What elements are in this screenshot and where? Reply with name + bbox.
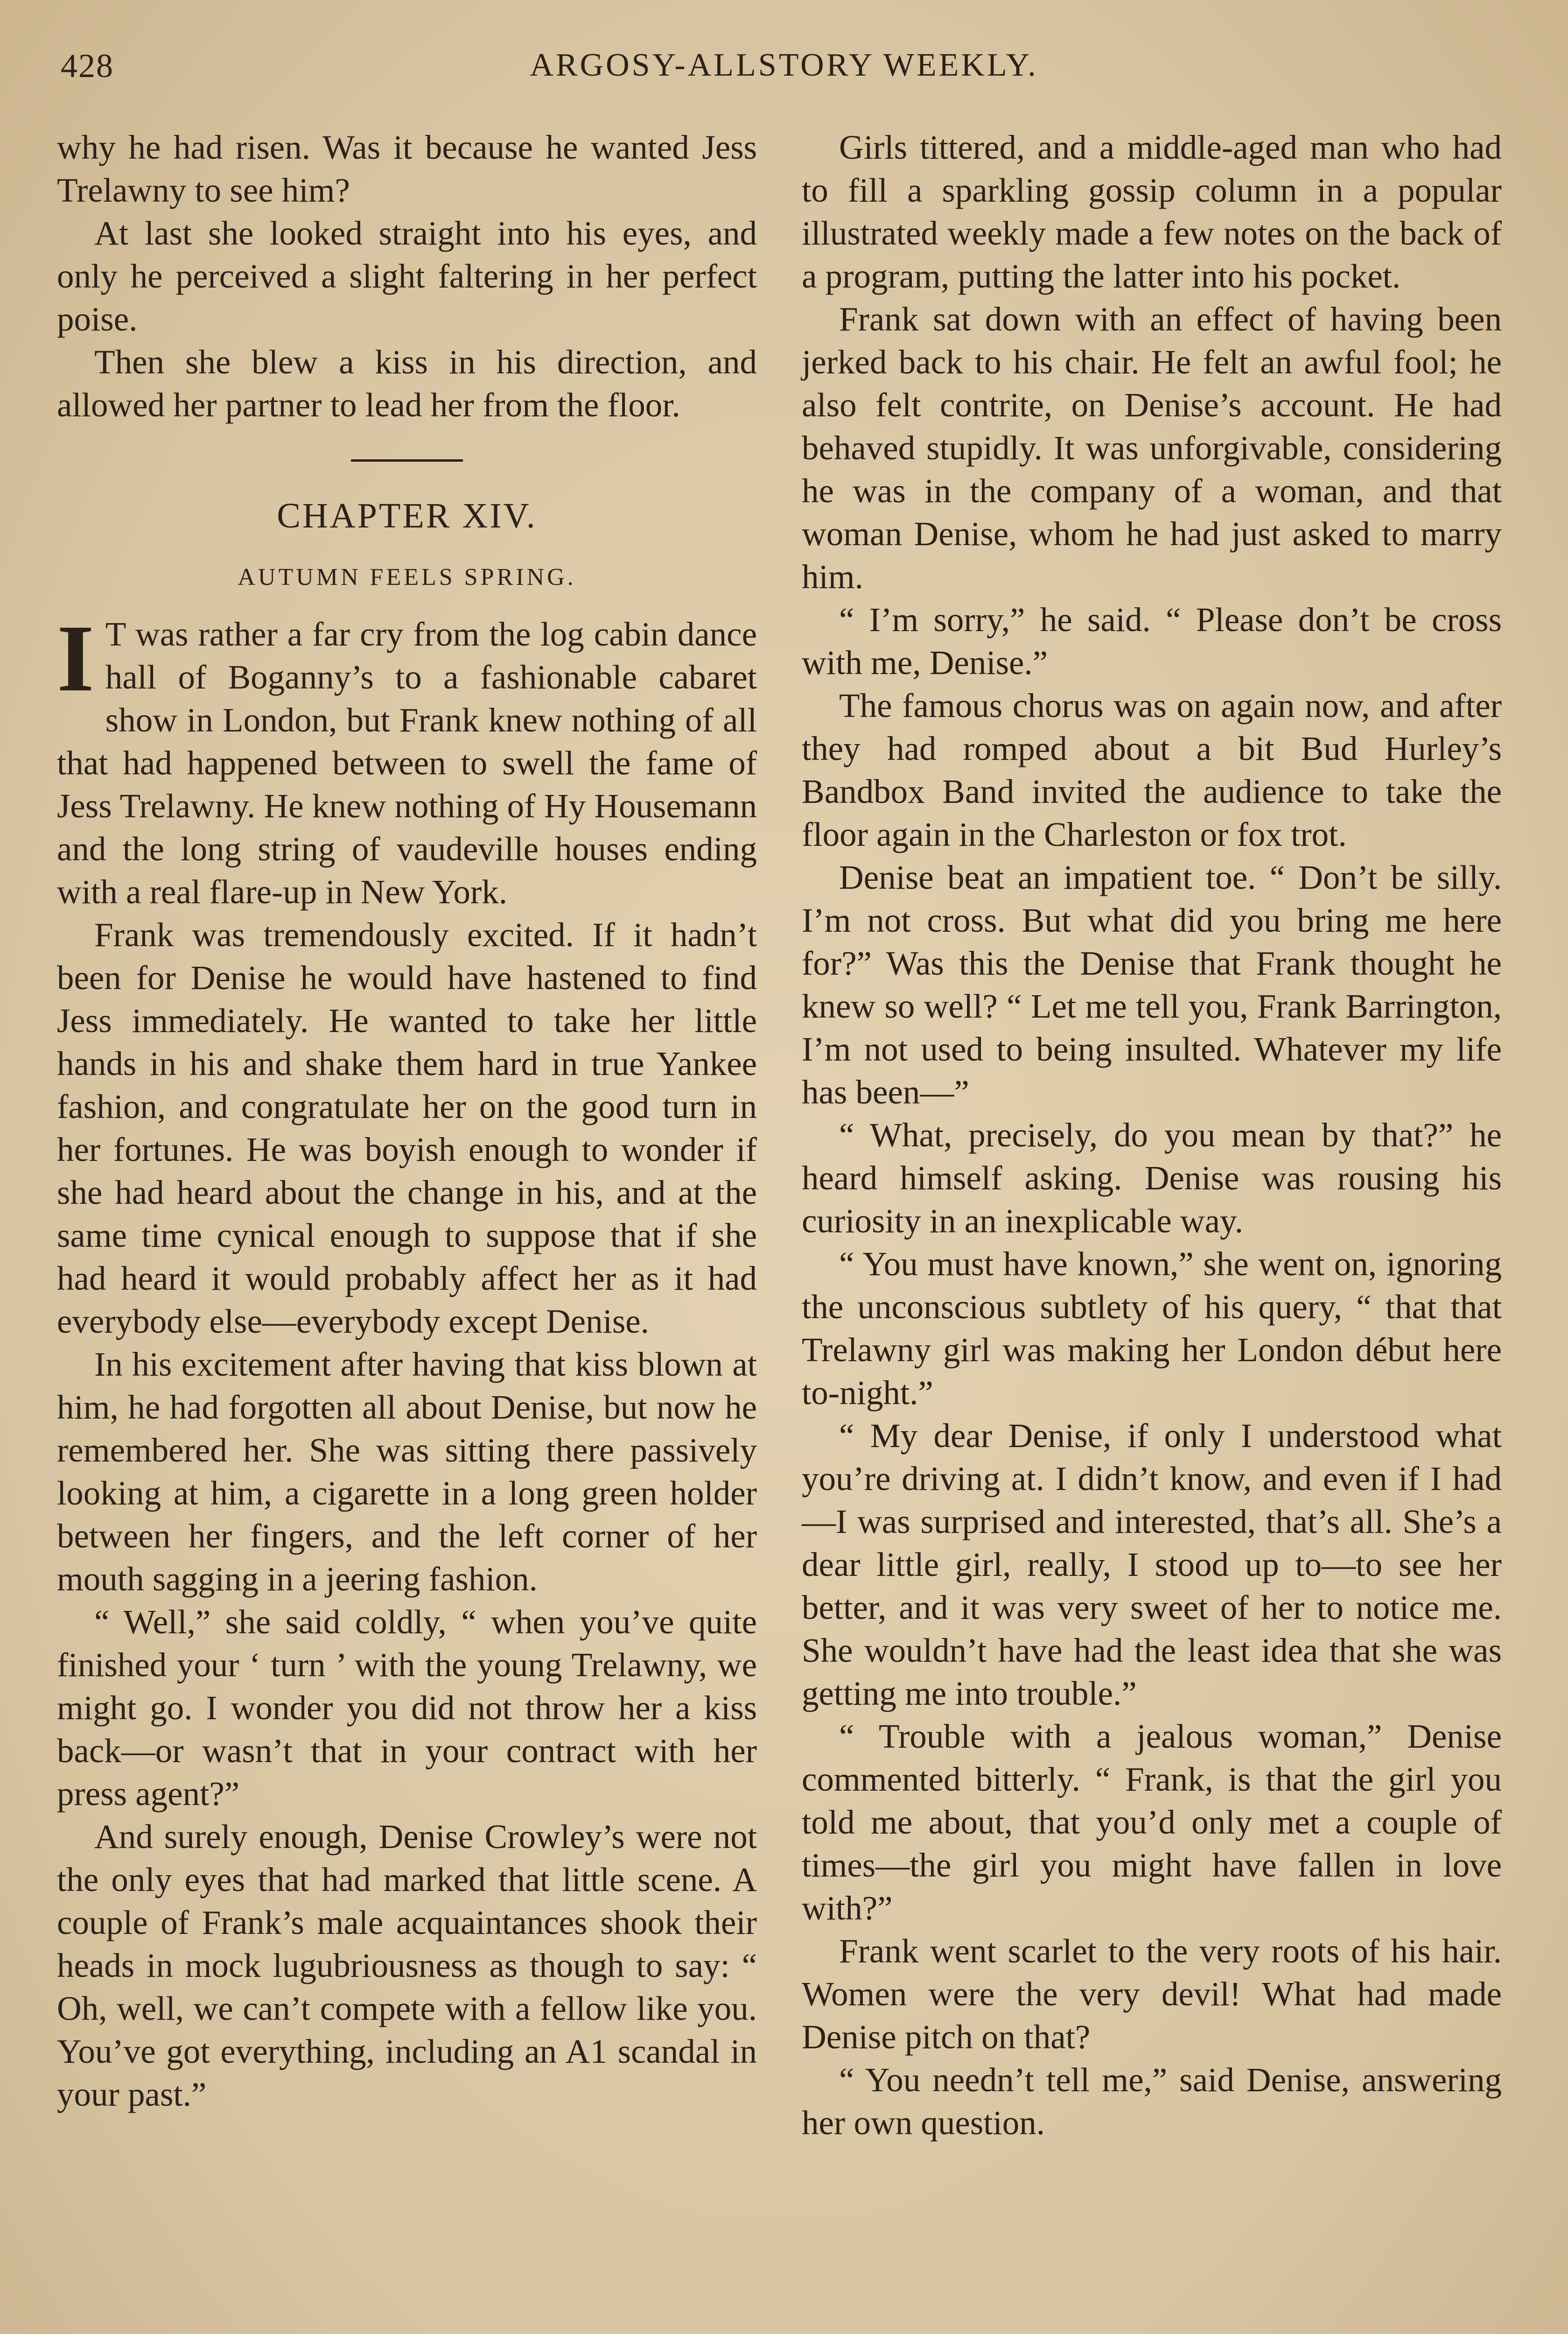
paragraph: Then she blew a kiss in his direction, and allowed her partner to lead her from the floor. <box>57 343 757 424</box>
paragraph: And surely enough, Denise Crowley’s were not the only eyes that had marked that little scene. A couple of Frank’s male acquaintances shook their heads in mock lugubriousness as though to say: “ Oh, well, we can’t compete with a fellow like you. You’ve got everything, including an A1 scandal in your past.” <box>57 1818 757 2113</box>
opening-paragraph <box>57 605 757 914</box>
paragraph: “ I’m sorry,” he said. “ Please don’t be cross with me, Denise.” <box>802 601 1502 682</box>
paragraph: Girls tittered, and a middle-aged man who had to fill a sparkling gossip column in a popular illustrated weekly made a few notes on the back of a program, putting the latter into his pocket. <box>802 128 1502 295</box>
paragraph: “ You must have known,” she went on, ignoring the unconscious subtlety of his query, “ that that Trelawny girl was making her London début here to-night.” <box>802 1245 1502 1412</box>
page-number: 428 <box>61 47 114 84</box>
paragraph: “ Trouble with a jealous woman,” Denise commented bitterly. “ Frank, is that the girl you told me about, that you’d only met a couple of times—the girl you might have fallen in love with?” <box>802 1717 1502 1927</box>
paragraph: At last she looked straight into his eyes, and only he perceived a slight faltering in her perfect poise. <box>57 214 757 338</box>
paragraph: why he had risen. Was it because he wanted Jess Trelawny to see him? <box>57 128 757 209</box>
paragraph: In his excitement after having that kiss blown at him, he had forgotten all about Denise, but now he remembered her. She was sitting there passively looking at him, a cigarette in a long green holder between her fingers, and the left corner of her mouth sagging in a jeering fashion. <box>57 1345 757 1598</box>
paragraph: Frank was tremendously excited. If it hadn’t been for Denise he would have hastened to find Jess immediately. He wanted to take her little hands in his and shake them hard in true Yankee fashion, and congratulate her on the good turn in her fortunes. He was boyish enough to wonder if she had heard about the change in his, and at the same time cynical enough to suppose that if she had heard it would probably affect her as it had everybody else—everybody except Denise. <box>57 916 757 1340</box>
paragraph: Frank sat down with an effect of having been jerked back to his chair. He felt an awful fool; he also felt contrite, on Denise’s account. He had behaved stupidly. It was unforgivable, considering he was in the company of a woman, and that woman Denise, whom he had just asked to marry him. <box>802 300 1502 596</box>
page-header <box>61 47 1507 93</box>
drop-cap: I <box>57 605 94 711</box>
paragraph: “ My dear Denise, if only I understood what you’re driving at. I didn’t know, and even if I had—I was surprised and interested, that’s all. She’s a dear little girl, really, I stood up to—to see her better, and it was very sweet of her to notice me. She wouldn’t have had the least idea that she was getting me into trouble.” <box>802 1417 1502 1712</box>
opening-paragraph-text: T was rather a far cry from the log cabin dance hall of Boganny’s to a fashionable cabaret show in London, but Frank knew nothing of all that had happened between to swell the fame of Jess Trelawny. He knew nothing of Hy Housemann and the long string of vaudeville houses ending with a real flare-up in New York. <box>57 615 757 911</box>
left-column <box>57 126 757 2116</box>
paragraph: Frank went scarlet to the very roots of his hair. Women were the very devil! What had made Denise pitch on that? <box>802 1932 1502 2056</box>
chapter-subtitle: AUTUMN FEELS SPRING. <box>238 564 576 591</box>
paragraph: “ What, precisely, do you mean by that?” he heard himself asking. Denise was rousing his curiosity in an inexplicable way. <box>802 1116 1502 1240</box>
section-divider <box>351 459 463 462</box>
right-column <box>802 126 1502 2144</box>
paragraph: “ Well,” she said coldly, “ when you’ve quite finished your ‘ turn ’ with the young Trelawny, we might go. I wonder you did not throw her a kiss back—or wasn’t that in your contract with her press agent?” <box>57 1603 757 1813</box>
paragraph: Denise beat an impatient toe. “ Don’t be silly. I’m not cross. But what did you bring me here for?” Was this the Denise that Frank thought he knew so well? “ Let me tell you, Frank Barrington, I’m not used to being insulted. Whatever my life has been—” <box>802 858 1502 1111</box>
running-head: ARGOSY-ALLSTORY WEEKLY. <box>530 47 1038 83</box>
chapter-title: CHAPTER XIV. <box>277 496 537 535</box>
paragraph: “ You needn’t tell me,” said Denise, answering her own question. <box>802 2061 1502 2142</box>
paragraph: The famous chorus was on again now, and after they had romped about a bit Bud Hurley’s Bandbox Band invited the audience to take the floor again in the Charleston or fox trot. <box>802 687 1502 853</box>
